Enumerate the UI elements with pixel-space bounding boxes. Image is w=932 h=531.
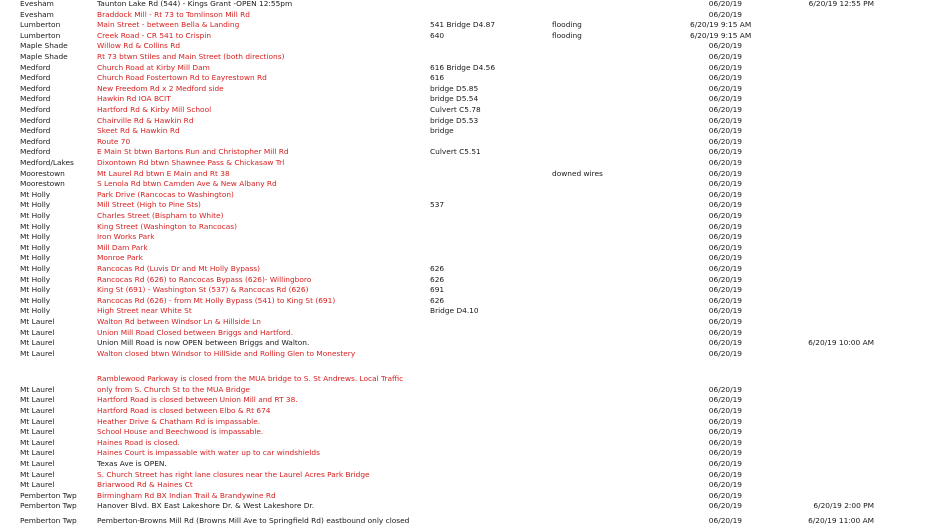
table-row [0,52,932,63]
table-row [0,306,932,317]
town-cell: Maple Shade [20,41,68,51]
road-cell: Union Mill Road is now OPEN between Briggs and Walton. [97,338,310,348]
road-cell: Braddock Mill - Rt 73 to Tomlinson Mill Rd [97,9,250,19]
road-cell: only from S. Church St to the MUA Bridge [97,384,250,394]
road-cell: Birmingham Rd BX Indian Trail & Brandywine Rd [97,490,276,500]
date-cell: 06/20/19 [708,232,742,242]
road-cell: Briarwood Rd & Haines Ct [97,480,193,490]
ref-cell: Bridge D4.10 [430,306,479,316]
road-cell: Rt 73 btwn Stiles and Main Street (both directions) [97,52,285,61]
town-cell: Maple Shade [20,52,68,61]
table-row-multiline [0,374,932,385]
table-row [0,285,932,296]
town-cell: Mt Holly [20,306,51,316]
ref-cell: Culvert C5.51 [430,147,481,157]
road-cell: Mill Street (High to Pine Sts) [97,200,201,210]
date-cell: 06/20/19 [708,338,742,348]
open-cell: 6/20/19 10:00 AM [808,338,874,348]
table-row [0,20,932,31]
road-cell: Taunton Lake Rd (544) - Kings Grant -OPEN 12:55pm [97,0,293,8]
town-cell: Medford [20,73,51,83]
town-cell: Medford [20,105,51,114]
date-cell: 06/20/19 [708,459,742,469]
table-row [0,395,932,406]
table-row [0,427,932,438]
road-cell: E Main St btwn Bartons Run and Christopher Mill Rd [97,147,289,157]
ref-cell: 626 [430,274,445,284]
town-cell: Mt Laurel [20,317,55,326]
date-cell: 06/20/19 [708,136,742,146]
road-cell: Haines Court is impassable with water up to car windshields [97,448,320,458]
date-cell: 06/20/19 [708,516,742,525]
town-cell: Mt Holly [20,285,51,295]
table-row [0,459,932,470]
town-cell: Mt Laurel [20,338,55,348]
town-cell: Mt Laurel [20,348,55,358]
date-cell: 06/20/19 [708,73,742,83]
town-cell: Mt Laurel [20,395,55,405]
road-cell: Chairville Rd & Hawkin Rd [97,115,194,125]
town-cell: Pemberton Twp [20,516,77,525]
table-row [0,264,932,275]
town-cell: Mt Holly [20,200,51,210]
road-cell: New Freedom Rd x 2 Medford side [97,83,224,93]
table-row [0,317,932,328]
road-cell: Union Mill Road Closed between Briggs and Hartford. [97,327,294,337]
ref-cell: Culvert C5.78 [430,105,481,114]
road-cell: Rancocas Rd (626) to Rancocas Bypass (626)- Willingboro [97,274,312,284]
date-cell: 06/20/19 [708,416,742,426]
table-row [0,31,932,42]
table-row [0,116,932,127]
town-cell: Medford [20,62,51,72]
ref-cell: 640 [430,30,445,40]
table-row [0,137,932,148]
table-row [0,105,932,116]
town-cell: Mt Laurel [20,448,55,458]
table-row [0,211,932,222]
date-cell: 06/20/19 [708,480,742,490]
road-cell: Walton closed btwn Windsor to HillSide and Rolling Glen to Monestery [97,348,356,358]
date-cell: 06/20/19 [708,395,742,405]
town-cell: Medford [20,94,51,104]
table-row [0,448,932,459]
road-cell: Iron Works Park [97,232,155,242]
table-row [0,222,932,233]
road-cell: Church Road at Kirby Mill Dam [97,62,210,72]
table-row [0,480,932,491]
date-cell: 06/20/19 [708,94,742,104]
road-cell: Willow Rd & Collins Rd [97,41,181,51]
table-row [0,158,932,169]
date-cell: 06/20/19 [708,437,742,447]
road-cell: Texas Ave is OPEN. [97,459,167,469]
town-cell: Mt Laurel [20,384,55,394]
table-row [0,253,932,264]
date-cell: 06/20/19 [708,62,742,72]
ref-cell: 616 Bridge D4.56 [430,62,496,72]
table-row [0,491,932,502]
date-cell: 06/20/19 [708,189,742,199]
town-cell: Medford [20,115,51,125]
town-cell: Mt Holly [20,189,51,199]
table-row [0,275,932,286]
date-cell: 06/20/19 [708,490,742,500]
table-row [0,84,932,95]
road-cell: Hartford Road is closed between Elbo & Rt 674 [97,406,271,416]
open-cell: 6/20/19 12:55 PM [808,0,874,8]
town-cell: Mt Holly [20,242,51,252]
road-cell: Park Drive (Rancocas to Washington) [97,189,234,199]
date-cell: 06/20/19 [708,501,742,511]
date-cell: 06/20/19 [708,327,742,337]
town-cell: Moorestown [20,168,65,178]
table-row [0,126,932,137]
note-cell: flooding [552,30,582,40]
road-cell: King Street (Washington to Rancocas) [97,221,237,231]
date-cell: 06/20/19 [708,147,742,157]
date-cell: 06/20/19 [708,83,742,93]
town-cell: Lumberton [20,20,61,30]
date-cell: 06/20/19 [708,211,742,220]
road-cell: Main Street - between Bella & Landing [97,20,240,30]
road-cell: Ramblewood Parkway is closed from the MUA bridge to S. St Andrews. Local Traffic [97,374,404,384]
road-cell: Hanover Blvd. BX East Lakeshore Dr. & West Lakeshore Dr. [97,501,315,511]
town-cell: Medford [20,126,51,136]
table-row [0,73,932,84]
table-row [0,41,932,52]
date-cell: 6/20/19 9:15 AM [690,20,752,30]
town-cell: Mt Laurel [20,416,55,426]
table-row [0,406,932,417]
note-cell: flooding [552,20,582,30]
date-cell: 06/20/19 [708,427,742,437]
ref-cell: bridge D5.54 [430,94,479,104]
road-cell: Skeet Rd & Hawkin Rd [97,126,180,136]
town-cell: Pemberton Twp [20,490,77,500]
date-cell: 06/20/19 [708,158,742,167]
road-cell: King St (691) - Washington St (537) & Rancocas Rd (626) [97,285,309,295]
town-cell: Medford [20,83,51,93]
town-cell: Mt Holly [20,295,51,305]
table-row [0,328,932,339]
town-cell: Mt Laurel [20,427,55,437]
road-cell: Creek Road - CR 541 to Crispin [97,30,212,40]
town-cell: Medford [20,136,51,146]
date-cell: 06/20/19 [708,469,742,479]
town-cell: Mt Holly [20,232,51,242]
road-cell: Route 70 [97,136,131,146]
date-cell: 06/20/19 [708,41,742,51]
date-cell: 06/20/19 [708,274,742,284]
date-cell: 06/20/19 [708,221,742,231]
table-row [0,296,932,307]
road-cell: Church Road Fostertown Rd to Eayrestown Rd [97,73,267,83]
town-cell: Mt Laurel [20,406,55,416]
ref-cell: bridge D5.85 [430,83,479,93]
table-row-cutoff [0,516,932,531]
road-cell: Hartford Road is closed between Union Mill and RT 38. [97,395,298,405]
town-cell: Mt Laurel [20,480,55,490]
table-row [0,179,932,190]
date-cell: 06/20/19 [708,406,742,416]
town-cell: Mt Holly [20,274,51,284]
town-cell: Mt Holly [20,211,51,220]
date-cell: 06/20/19 [708,105,742,114]
town-cell: Mt Laurel [20,437,55,447]
road-cell: Rancocas Rd (Luvis Dr and Mt Holly Bypass) [97,264,261,273]
date-cell: 06/20/19 [708,264,742,273]
road-cell: Dixontown Rd btwn Shawnee Pass & Chickasaw Trl [97,158,285,167]
table-row [0,190,932,201]
town-cell: Evesham [20,9,54,19]
date-cell: 06/20/19 [708,242,742,252]
table-row [0,438,932,449]
date-cell: 06/20/19 [708,115,742,125]
table-row [0,200,932,211]
road-cell: High Street near White St [97,306,192,316]
table-row [0,232,932,243]
date-cell: 06/20/19 [708,253,742,263]
ref-cell: 616 [430,73,445,83]
town-cell: Mt Laurel [20,469,55,479]
date-cell: 06/20/19 [708,52,742,61]
ref-cell: 537 [430,200,445,210]
town-cell: Mt Holly [20,221,51,231]
town-cell: Medford [20,147,51,157]
date-cell: 06/20/19 [708,168,742,178]
table-row [0,63,932,74]
table-row [0,147,932,158]
table-row [0,338,932,349]
date-cell: 06/20/19 [708,126,742,136]
road-cell: Charles Street (Bispham to White) [97,211,224,220]
road-cell: Haines Road is closed. [97,437,180,447]
road-cell: Hawkin Rd IOA BCIT [97,94,171,104]
date-cell: 06/20/19 [708,200,742,210]
ref-cell: bridge D5.53 [430,115,479,125]
date-cell: 06/20/19 [708,179,742,189]
road-cell: Walton Rd between Windsor Ln & Hillside Ln [97,317,261,326]
date-cell: 06/20/19 [708,295,742,305]
town-cell: Moorestown [20,179,65,189]
ref-cell: 541 Bridge D4.87 [430,20,496,30]
ref-cell: bridge [430,126,454,136]
date-cell: 06/20/19 [708,317,742,326]
table-row [0,417,932,428]
note-cell: downed wires [552,168,603,178]
table-row [0,94,932,105]
table-row [0,10,932,21]
town-cell: Mt Laurel [20,459,55,469]
table-row-multiline-cont [0,385,932,396]
ref-cell: 626 [430,264,445,273]
table-row [0,0,932,10]
town-cell: Lumberton [20,30,61,40]
road-cell: Mill Dam Park [97,242,148,252]
town-cell: Evesham [20,0,54,8]
table-row [0,349,932,360]
town-cell: Medford/Lakes [20,158,74,167]
road-cell: School House and Beechwood is impassable. [97,427,264,437]
road-cell: Monroe Park [97,253,143,263]
town-cell: Mt Laurel [20,327,55,337]
date-cell: 06/20/19 [708,9,742,19]
table-row [0,470,932,481]
road-cell: Pemberton-Browns Mill Rd (Browns Mill Ave to Springfield Rd) eastbound only closed [97,516,410,525]
date-cell: 6/20/19 9:15 AM [690,30,752,40]
open-cell: 6/20/19 11:00 AM [808,516,874,525]
road-cell: S. Church Street has right lane closures near the Laurel Acres Park Bridge [97,469,370,479]
road-cell: Heather Drive & Chatham Rd is impassable. [97,416,261,426]
date-cell: 06/20/19 [708,306,742,316]
town-cell: Mt Holly [20,264,51,273]
road-cell: Hartford Rd & Kirby Mill School [97,105,212,114]
town-cell: Mt Holly [20,253,51,263]
table-row [0,243,932,254]
date-cell: 06/20/19 [708,348,742,358]
ref-cell: 626 [430,295,445,305]
date-cell: 06/20/19 [708,384,742,394]
road-cell: Mt Laurel Rd btwn E Main and Rt 38 [97,168,230,178]
table-row [0,501,932,512]
date-cell: 06/20/19 [708,285,742,295]
date-cell: 06/20/19 [708,0,742,8]
date-cell: 06/20/19 [708,448,742,458]
ref-cell: 691 [430,285,445,295]
road-cell: S Lenola Rd btwn Camden Ave & New Albany Rd [97,179,277,189]
town-cell: Pemberton Twp [20,501,77,511]
open-cell: 6/20/19 2:00 PM [813,501,874,511]
table-row [0,169,932,180]
road-cell: Rancocas Rd (626) - from Mt Holly Bypass (541) to King St (691) [97,295,336,305]
